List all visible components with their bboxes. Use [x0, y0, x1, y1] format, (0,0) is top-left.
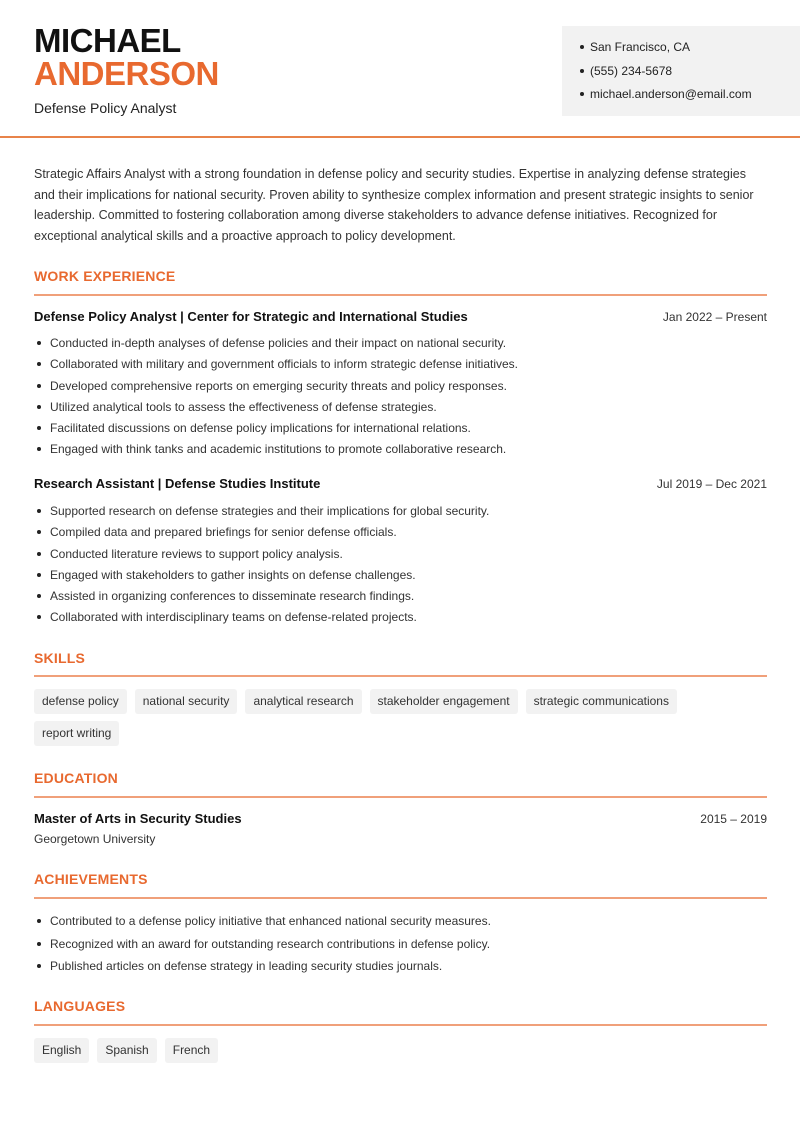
languages-chip-list — [34, 1038, 767, 1070]
bullet-icon — [37, 964, 41, 968]
bullet-icon — [37, 384, 41, 388]
email-text: michael.anderson@email.com — [590, 87, 752, 101]
list-item — [34, 609, 767, 630]
bullet-icon — [37, 594, 41, 598]
bullet-icon — [37, 362, 41, 366]
section-divider — [34, 294, 767, 296]
bullet-icon — [37, 426, 41, 430]
education-section-title: EDUCATION — [34, 770, 118, 786]
section-divider — [34, 796, 767, 798]
job-dates: Jan 2022 – Present — [662, 309, 767, 324]
skill-chip: national security — [135, 689, 238, 714]
list-item — [34, 588, 767, 609]
achievements-section-title: ACHIEVEMENTS — [34, 871, 148, 887]
job-dates: Jul 2019 – Dec 2021 — [656, 476, 767, 491]
list-item — [34, 567, 767, 588]
list-item — [34, 335, 767, 356]
contact-email — [580, 86, 800, 110]
job-role: Defense Policy Analyst | Center for Strategic and International Studies — [34, 309, 468, 324]
skill-chip: stakeholder engagement — [370, 689, 518, 714]
skill-chip: analytical research — [245, 689, 361, 714]
contact-location — [580, 39, 800, 63]
bullet-text: Compiled data and prepared briefings for senior defense officials. — [50, 525, 397, 540]
list-item — [34, 356, 767, 377]
bullet-text: Contributed to a defense policy initiative that enhanced national security measures. — [50, 914, 491, 928]
bullet-icon — [37, 509, 41, 513]
job-entry-header — [34, 476, 767, 491]
bullet-icon — [37, 530, 41, 534]
bullet-text: Recognized with an award for outstanding research contributions in defense policy. — [50, 936, 491, 951]
bullet-icon — [37, 942, 41, 946]
bullet-icon — [37, 573, 41, 577]
work-section-title: WORK EXPERIENCE — [34, 268, 176, 284]
section-divider — [34, 897, 767, 899]
skill-chip: report writing — [34, 721, 119, 746]
bullet-icon — [580, 45, 584, 49]
bullet-text: Collaborated with military and government officials to inform strategic defense initiatives. — [50, 357, 518, 372]
list-item — [34, 524, 767, 545]
job-bullet-list — [34, 503, 767, 631]
job-entry-header — [34, 309, 767, 324]
job-role: Research Assistant | Defense Studies Institute — [34, 476, 321, 491]
bullet-icon — [37, 552, 41, 556]
degree-title: Master of Arts in Security Studies — [34, 811, 242, 826]
bullet-icon — [37, 447, 41, 451]
achievements-list — [34, 913, 767, 981]
language-chip: Spanish — [97, 1038, 156, 1063]
summary-paragraph: Strategic Affairs Analyst with a strong foundation in defense policy and security studies. Expertise in analyzing defense strategies and their implications for national security. Proven ability to synthesize complex information and present strategic insights to senior leadership. Committed to fostering collaboration among diverse stakeholders to advance defense initiatives. Recognized for exceptional analytical skills and a proactive approach to policy development. — [34, 167, 754, 244]
list-item — [34, 958, 767, 981]
skill-chip: strategic communications — [526, 689, 677, 714]
bullet-icon — [37, 405, 41, 409]
bullet-icon — [37, 919, 41, 923]
education-dates: 2015 – 2019 — [700, 811, 767, 826]
job-bullet-list — [34, 335, 767, 463]
skill-chip: defense policy — [34, 689, 127, 714]
last-name: ANDERSON — [34, 55, 219, 92]
bullet-text: Engaged with think tanks and academic institutions to promote collaborative research. — [50, 442, 507, 457]
list-item — [34, 546, 767, 567]
bullet-text: Conducted literature reviews to support policy analysis. — [50, 546, 343, 561]
contact-box — [562, 26, 800, 116]
list-item — [34, 378, 767, 399]
language-chip: English — [34, 1038, 89, 1063]
list-item — [34, 441, 767, 462]
bullet-text: Published articles on defense strategy in leading security studies journals. — [50, 959, 443, 973]
education-entry-header — [34, 811, 767, 826]
phone-text: (555) 234-5678 — [590, 63, 673, 78]
bullet-text: Engaged with stakeholders to gather insights on defense challenges. — [50, 567, 416, 582]
bullet-text: Developed comprehensive reports on emerging security threats and policy responses. — [50, 378, 507, 393]
bullet-icon — [37, 615, 41, 619]
list-item — [34, 913, 767, 936]
section-divider — [34, 1024, 767, 1026]
language-chip: French — [165, 1038, 218, 1063]
resume-header — [0, 0, 800, 138]
languages-section-title: LANGUAGES — [34, 998, 126, 1014]
list-item — [34, 399, 767, 420]
section-divider — [34, 675, 767, 677]
skills-chip-list — [34, 689, 767, 753]
bullet-text: Supported research on defense strategies and their implications for global security. — [50, 504, 490, 518]
bullet-icon — [580, 92, 584, 96]
bullet-icon — [37, 341, 41, 345]
skills-section-title: SKILLS — [34, 650, 85, 666]
job-title: Defense Policy Analyst — [34, 100, 177, 116]
bullet-text: Conducted in-depth analyses of defense policies and their impact on national security. — [50, 336, 507, 350]
location-text: San Francisco, CA — [590, 40, 691, 54]
list-item — [34, 503, 767, 524]
bullet-icon — [580, 69, 584, 73]
bullet-text: Assisted in organizing conferences to disseminate research findings. — [50, 589, 415, 604]
first-name: MICHAEL — [34, 22, 181, 59]
bullet-text: Collaborated with interdisciplinary teams on defense-related projects. — [50, 610, 417, 625]
list-item — [34, 420, 767, 441]
school-name: Georgetown University — [34, 832, 156, 846]
bullet-text: Facilitated discussions on defense policy implications for international relations. — [50, 421, 471, 436]
list-item — [34, 936, 767, 959]
contact-phone — [580, 63, 800, 87]
bullet-text: Utilized analytical tools to assess the effectiveness of defense strategies. — [50, 399, 437, 414]
